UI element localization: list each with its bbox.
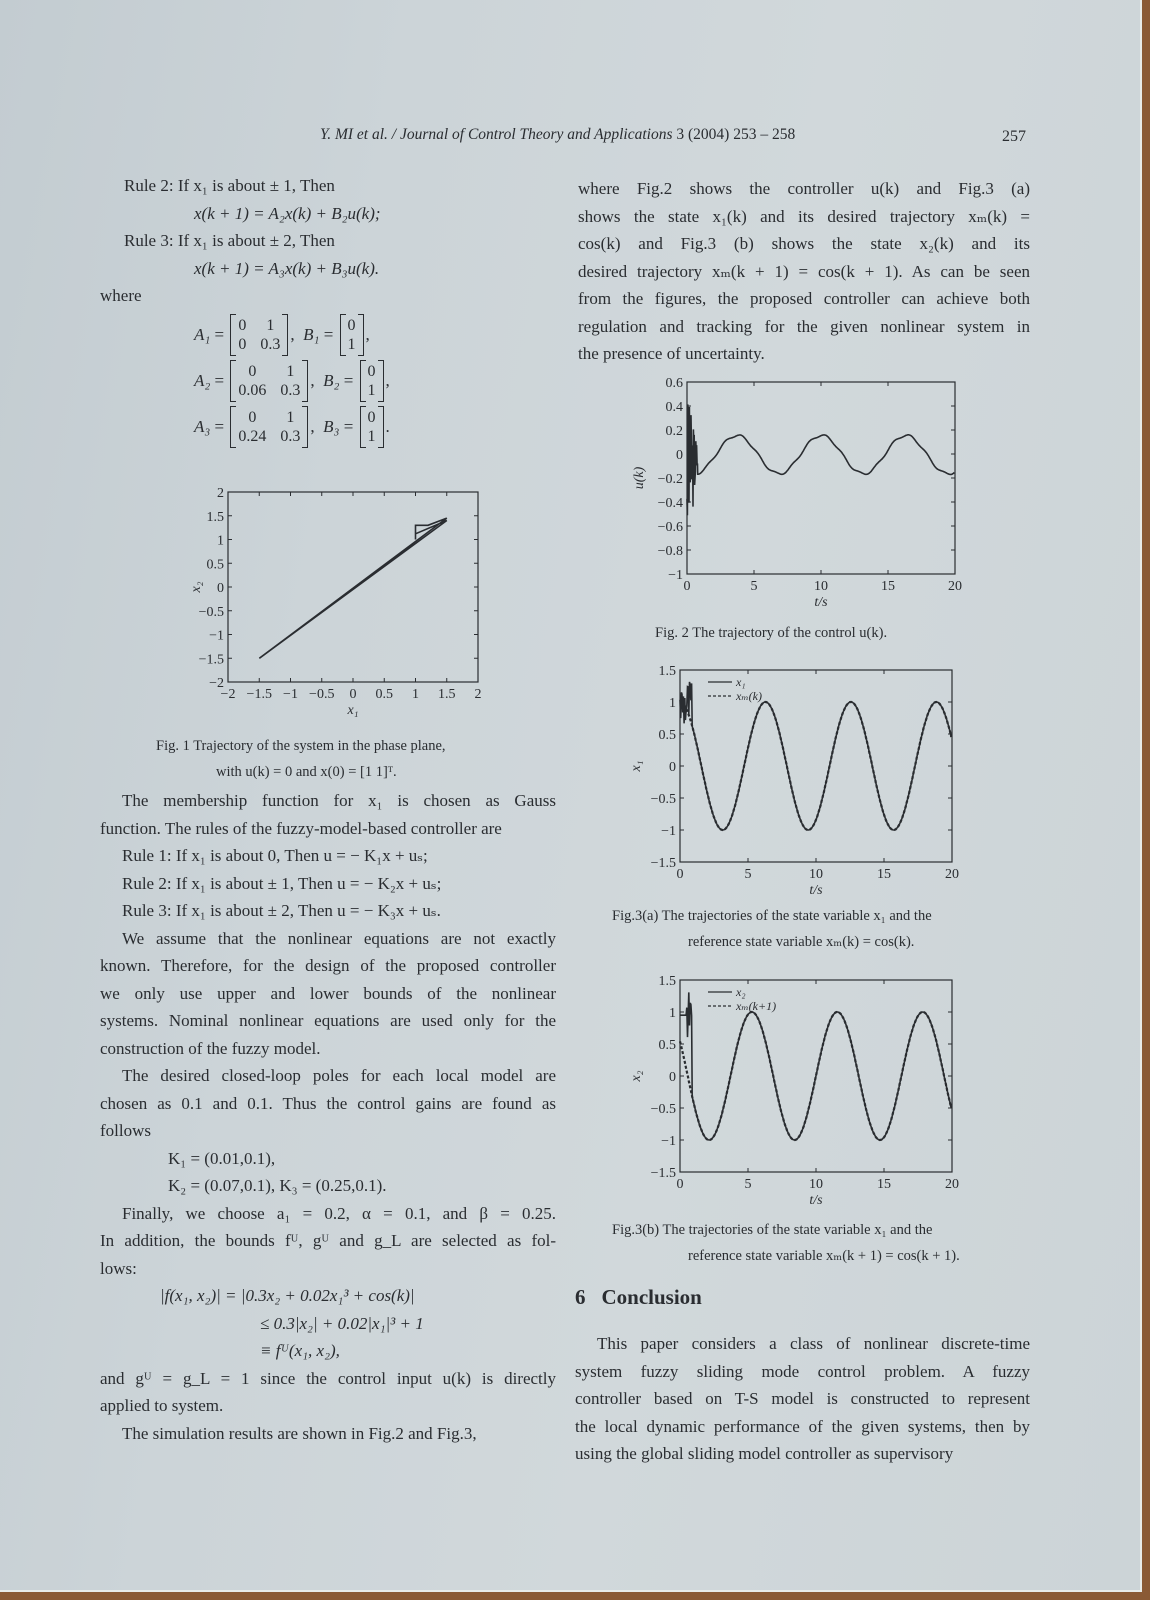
y-tick-label: 0 <box>217 581 224 596</box>
section-heading <box>575 1285 702 1310</box>
running-head <box>320 126 795 144</box>
paragraph-line: using the global sliding model controller as supervisory <box>575 1444 954 1463</box>
controller-rule: Rule 3: If x₁ is about ± 2, Then u = − K₃x + uₛ. <box>122 901 441 920</box>
running-head-journal: / Journal of Control Theory and Applications <box>391 126 673 143</box>
y-tick-label: 1 <box>217 533 224 549</box>
paragraph-line: lows: <box>100 1258 137 1278</box>
y-tick-label: −0.5 <box>650 1102 676 1117</box>
y-tick-label: 0 <box>669 760 676 775</box>
paragraph-line: function. The rules of the fuzzy-model-based controller are <box>100 818 502 838</box>
fig1-phase-plane-chart <box>140 480 500 720</box>
fig1-caption <box>156 733 556 785</box>
x-tick-label: 0 <box>349 687 357 702</box>
x-tick-label: 15 <box>877 867 891 882</box>
y-tick-label: 1 <box>669 696 676 711</box>
matrix-cell: 0 <box>238 316 247 334</box>
matrix-cell: 1 <box>286 408 295 426</box>
gain-equation: K₁ = (0.01,0.1), <box>168 1148 276 1168</box>
legend-label: x₂ <box>736 985 746 999</box>
y-tick-label: 0 <box>676 448 683 463</box>
x-tick-label: 15 <box>881 579 895 594</box>
matrix-cell: 0.3 <box>260 335 281 353</box>
matrix-name: B₃ <box>323 416 340 436</box>
y-tick-label: 0.5 <box>658 728 676 743</box>
y-tick-label: −0.2 <box>657 472 683 487</box>
matrix-cell: 1 <box>347 335 356 353</box>
legend-label: xₘ(k+1) <box>736 999 777 1013</box>
paragraph-line: We assume that the nonlinear equations are not exactly <box>122 928 556 948</box>
y-tick-label: −0.5 <box>198 604 224 620</box>
fig3a-caption-line2: reference state variable xₘ(k) = cos(k). <box>688 934 915 950</box>
model-rule-2 <box>100 172 556 200</box>
y-tick-label: −1.5 <box>650 1166 676 1181</box>
fig2-control-chart <box>620 372 980 614</box>
bound-equation: ≡ fᵁ(x₁, x₂), <box>260 1341 340 1360</box>
y-tick-label: 0.4 <box>665 400 683 415</box>
paragraph-line: chosen as 0.1 and 0.1. Thus the control gains are found as <box>100 1093 556 1113</box>
bound-equation: ≤ 0.3|x₂| + 0.02|x₁|³ + 1 <box>260 1313 424 1333</box>
matrix-cell: 0.06 <box>238 381 267 399</box>
paragraph-line: The membership function for x₁ is chosen as Gauss <box>122 791 556 810</box>
matrix-b <box>340 314 364 356</box>
left-column-body <box>100 787 556 1447</box>
x-tick-label: 5 <box>750 579 758 594</box>
plot-frame <box>680 670 952 862</box>
paragraph-line: In addition, the bounds fᵁ, gᵁ and g_L are selected as fol- <box>100 1231 556 1250</box>
equals-sign: = <box>210 416 229 436</box>
y-tick-label: −1.5 <box>650 856 676 871</box>
model-rule-3 <box>100 227 556 255</box>
y-tick-label: −0.4 <box>657 496 683 511</box>
bracket-right <box>282 314 288 356</box>
paragraph-line: This paper considers a class of nonlinear discrete-time <box>597 1334 1030 1353</box>
paragraph-line: construction of the fuzzy model. <box>100 1038 321 1058</box>
matrix-cell: 1 <box>266 316 275 334</box>
x-tick-label: 20 <box>945 867 959 882</box>
y-tick-label: 0.5 <box>658 1038 676 1053</box>
y-tick-label: 2 <box>217 486 224 501</box>
x-axis-label: x₁ <box>347 703 359 718</box>
x-axis-label: t/s <box>809 883 823 898</box>
punctuation: . <box>385 416 390 436</box>
paragraph-line: we only use upper and lower bounds of the nonlinear <box>100 983 556 1003</box>
x-tick-label: −0.5 <box>309 687 335 702</box>
where-label: where <box>100 286 142 305</box>
y-tick-label: 1.5 <box>658 974 676 989</box>
equals-sign: = <box>210 324 229 344</box>
x-tick-label: 0.5 <box>375 687 393 702</box>
y-tick-label: −0.5 <box>650 792 676 807</box>
matrix-cell: 0 <box>238 335 247 353</box>
matrix-cell: 1 <box>286 362 295 380</box>
y-tick-label: −1 <box>661 1134 676 1149</box>
matrix-name: A₂ <box>194 370 211 390</box>
gain-equation: K₂ = (0.07,0.1), K₃ = (0.25,0.1). <box>168 1176 387 1195</box>
y-tick-label: 0 <box>669 1070 676 1085</box>
y-tick-label: 1.5 <box>658 664 676 679</box>
fig3b-caption-line1: Fig.3(b) The trajectories of the state variable x₁ and the <box>612 1222 933 1238</box>
plot-frame <box>687 382 955 574</box>
x-tick-label: 5 <box>744 867 752 882</box>
paragraph-line: Finally, we choose a₁ = 0.2, α = 0.1, and β = 0.25. <box>122 1203 556 1223</box>
bracket-right <box>302 360 308 402</box>
running-head-authors: Y. MI et al. <box>320 126 388 143</box>
y-axis-label: x₂ <box>189 581 204 593</box>
bound-equation: |f(x₁, x₂)| = |0.3x₂ + 0.02x₁³ + cos(k)| <box>160 1286 415 1305</box>
y-tick-label: 1.5 <box>206 509 224 525</box>
y-tick-label: −1.5 <box>198 652 224 668</box>
matrix-a <box>230 314 288 356</box>
matrix-cell: 0.3 <box>280 381 301 399</box>
y-tick-label: −1 <box>661 824 676 839</box>
matrix-name: B₁ <box>303 324 320 344</box>
paragraph-line: the presence of uncertainty. <box>578 344 765 363</box>
page-number: 257 <box>1002 128 1026 145</box>
paragraph-line: follows <box>100 1121 151 1140</box>
x-tick-label: −1.5 <box>246 687 272 702</box>
x-tick-label: 0 <box>676 1177 684 1192</box>
reference-series-line <box>680 702 951 830</box>
paragraph-line: the local dynamic performance of the given systems, then by <box>575 1416 1030 1436</box>
x-tick-label: 2 <box>474 687 482 702</box>
fig3b-caption-line2: reference state variable xₘ(k + 1) = cos(k + 1). <box>688 1248 960 1264</box>
paragraph-line: systems. Nominal nonlinear equations are used only for the <box>100 1011 556 1030</box>
x-tick-label: 20 <box>945 1177 959 1192</box>
punctuation: , <box>385 370 390 390</box>
fig3a-x1-chart <box>612 660 972 900</box>
y-tick-label: 0.2 <box>665 424 683 439</box>
paragraph-line: shows the state x₁(k) and its desired trajectory xₘ(k) = <box>578 206 1030 226</box>
paragraph-line: system fuzzy sliding mode control problem. A fuzzy <box>575 1361 1030 1381</box>
fig3a-caption-line1: Fig.3(a) The trajectories of the state variable x₁ and the <box>612 908 932 924</box>
fig1-caption-line1: Fig. 1 Trajectory of the system in the phase plane, <box>156 738 446 754</box>
y-tick-label: 0.5 <box>206 557 224 573</box>
matrix-cell: 0 <box>347 316 356 334</box>
legend-label: x₁ <box>736 675 746 689</box>
state-series-line <box>680 992 951 1140</box>
fig3b-x2-chart <box>612 970 972 1212</box>
matrix-name: B₂ <box>323 370 340 390</box>
x-tick-label: 10 <box>809 1177 823 1192</box>
bracket-right <box>378 360 384 402</box>
matrix-definition: A₃ = 0 1 0.24 0.3 , B₃ = 0 1 . <box>194 404 556 450</box>
fig1-caption-line2: with u(k) = 0 and x(0) = [1 1]ᵀ. <box>216 764 397 780</box>
rule-label: Rule 3: <box>124 231 174 250</box>
x-axis-label: t/s <box>814 595 828 610</box>
y-tick-label: −1 <box>209 628 224 644</box>
controller-rule: Rule 2: If x₁ is about ± 1, Then u = − K₂x + uₛ; <box>122 873 442 893</box>
y-tick-label: 0.6 <box>665 376 683 391</box>
fig3a-caption <box>612 903 1032 955</box>
y-tick-label: −0.8 <box>657 544 683 559</box>
paragraph-line: where Fig.2 shows the controller u(k) and Fig.3 (a) <box>578 179 1030 198</box>
rule-condition: If x₁ is about ± 2, Then <box>177 231 335 250</box>
x-tick-label: 1 <box>412 687 419 702</box>
paragraph-line: cos(k) and Fig.3 (b) shows the state x₂(k) and its <box>578 234 1030 253</box>
state-series-line <box>680 682 951 830</box>
bracket-right <box>378 406 384 448</box>
running-head-volume: 3 (2004) 253 – 258 <box>676 126 796 143</box>
section-title: Conclusion <box>601 1285 702 1309</box>
matrix-cell: 1 <box>367 427 376 445</box>
matrix-definition: A₁ = 0 1 0 0.3 , B₁ = 0 1 , <box>194 312 556 358</box>
paragraph-line: controller based on T-S model is constructed to represent <box>575 1389 1030 1408</box>
matrix-cell: 1 <box>367 381 376 399</box>
x-tick-label: 0 <box>683 579 691 594</box>
matrix-a <box>230 406 308 448</box>
rule-condition: If x₁ is about ± 1, Then <box>177 176 335 195</box>
matrix-cell: 0 <box>367 362 376 380</box>
y-axis-label: x₂ <box>629 1070 644 1082</box>
conclusion-paragraph <box>575 1330 1030 1468</box>
controller-rule: Rule 1: If x₁ is about 0, Then u = − K₁x + uₛ; <box>122 846 428 865</box>
paragraph-line: regulation and tracking for the given nonlinear system in <box>578 316 1030 336</box>
y-tick-label: −1 <box>668 568 683 583</box>
matrix-b <box>360 360 384 402</box>
bracket-right <box>302 406 308 448</box>
rule-label: Rule 2: <box>124 176 174 195</box>
x-tick-label: 10 <box>809 867 823 882</box>
x-axis-label: t/s <box>809 1193 823 1208</box>
punctuation: , <box>365 324 370 344</box>
section-number: 6 <box>575 1285 586 1309</box>
matrix-cell: 0.24 <box>238 427 267 445</box>
right-column-paragraph <box>578 175 1030 368</box>
left-column <box>100 172 556 450</box>
y-axis-label: x₁ <box>629 760 644 772</box>
system-matrices <box>100 312 556 450</box>
trajectory-line <box>259 518 447 658</box>
paragraph-line: from the figures, the proposed controller can achieve both <box>578 289 1030 308</box>
matrix-cell: 0 <box>248 362 257 380</box>
bracket-right <box>358 314 364 356</box>
matrix-cell: 0 <box>367 408 376 426</box>
x-tick-label: 5 <box>744 1177 752 1192</box>
matrix-cell: 0.3 <box>280 427 301 445</box>
fig3b-caption <box>612 1217 1032 1269</box>
y-tick-label: 1 <box>669 1006 676 1021</box>
model-rule-3-equation: x(k + 1) = A₃x(k) + B₃u(k). <box>194 258 380 278</box>
u-series-line <box>687 404 954 515</box>
matrix-name: A₃ <box>194 416 211 436</box>
fig2-caption: Fig. 2 The trajectory of the control u(k). <box>655 625 888 641</box>
x-tick-label: 0 <box>676 867 684 882</box>
y-axis-label: u(k) <box>632 466 647 490</box>
matrix-cell: 0 <box>248 408 257 426</box>
y-tick-label: −2 <box>209 676 224 691</box>
paragraph-simulation: The simulation results are shown in Fig.2 and Fig.3, <box>122 1423 477 1443</box>
paragraph-line: desired trajectory xₘ(k + 1) = cos(k + 1). As can be seen <box>578 261 1030 281</box>
paragraph-line: applied to system. <box>100 1396 224 1415</box>
x-tick-label: 15 <box>877 1177 891 1192</box>
x-tick-label: −2 <box>220 687 236 702</box>
x-tick-label: 1.5 <box>438 687 456 702</box>
matrix-name: A₁ <box>194 324 211 344</box>
paragraph-line: known. Therefore, for the design of the proposed controller <box>100 956 556 975</box>
model-rule-2-equation: x(k + 1) = A₂x(k) + B₂u(k); <box>194 203 381 223</box>
y-tick-label: −0.6 <box>657 520 683 535</box>
matrix-a <box>230 360 308 402</box>
equals-sign: = <box>210 370 229 390</box>
x-tick-label: 10 <box>814 579 828 594</box>
x-tick-label: 20 <box>948 579 962 594</box>
matrix-definition: A₂ = 0 1 0.06 0.3 , B₂ = 0 1 , <box>194 358 556 404</box>
paragraph-line: The desired closed-loop poles for each local model are <box>122 1066 556 1085</box>
x-tick-label: −1 <box>283 687 298 702</box>
legend-label: xₘ(k) <box>736 689 763 703</box>
matrix-b <box>360 406 384 448</box>
paragraph-line: and gᵁ = g_L = 1 since the control input u(k) is directly <box>100 1368 556 1388</box>
